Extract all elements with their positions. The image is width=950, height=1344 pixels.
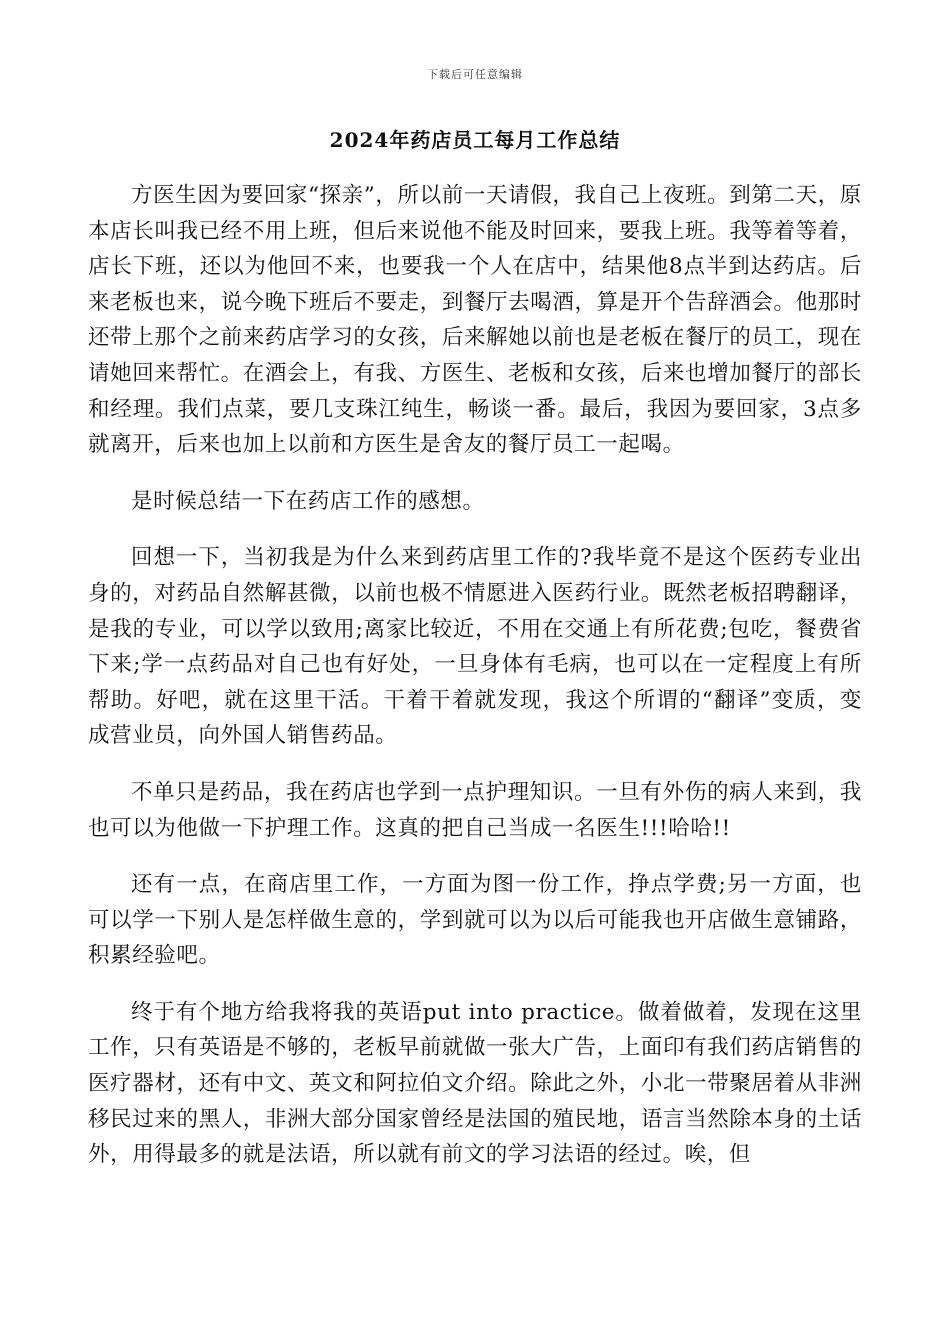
document-body — [88, 178, 862, 1194]
paragraph-3: 回想一下，当初我是为什么来到药店里工作的?我毕竟不是这个医药专业出身的，对药品自然解甚微，以前也极不情愿进入医药行业。既然老板招聘翻译，是我的专业，可以学以致用;离家比较近，不用在交通上有所花费;包吃，餐费省下来;学一点药品对自己也有好处，一旦身体有毛病，也可以在一定程度上有所帮助。好吧，就在这里干活。干着干着就发现，我这个所谓的“翻译”变质，变成营业员，向外国人销售药品。 — [88, 545, 862, 749]
paragraph-2: 是时候总结一下在药店工作的感想。 — [131, 488, 485, 514]
document-title: 2024年药店员工每月工作总结 — [329, 128, 621, 152]
paragraph-5: 还有一点，在商店里工作，一方面为图一份工作，挣点学费;另一方面，也可以学一下别人是怎样做生意的，学到就可以为以后可能我也开店做生意铺路，积累经验吧。 — [88, 872, 862, 969]
paragraph-6: 终于有个地方给我将我的英语put into practice。做着做着，发现在这里工作，只有英语是不够的，老板早前就做一张大广告，上面印有我们药店销售的医疗器材，还有中文、英文和阿拉伯文介绍。除此之外，小北一带聚居着从非洲移民过来的黑人，非洲大部分国家曾经是法国的殖民地，语言当然除本身的土话外，用得最多的就是法语，所以就有前文的学习法语的经过。唉，但 — [88, 999, 862, 1168]
header-note: 下载后可任意编辑 — [427, 68, 523, 81]
paragraph-1: 方医生因为要回家“探亲”，所以前一天请假，我自己上夜班。到第二天，原本店长叫我已经不用上班，但后来说他不能及时回来，要我上班。我等着等着，店长下班，还以为他回不来，也要我一个人在店中，结果他8点半到达药店。后来老板也来，说今晚下班后不要走，到餐厅去喝酒，算是开个告辞酒会。他那时还带上那个之前来药店学习的女孩，后来解她以前也是老板在餐厅的员工，现在请她回来帮忙。在酒会上，有我、方医生、老板和女孩，后来也增加餐厅的部长和经理。我们点菜，要几支珠江纯生，畅谈一番。最后，我因为要回家，3点多就离开，后来也加上以前和方医生是舍友的餐厅员工一起喝。 — [88, 183, 862, 458]
paragraph-4: 不单只是药品，我在药店也学到一点护理知识。一旦有外伤的病人来到，我也可以为他做一下护理工作。这真的把自己当成一名医生!!!哈哈!! — [88, 779, 862, 841]
